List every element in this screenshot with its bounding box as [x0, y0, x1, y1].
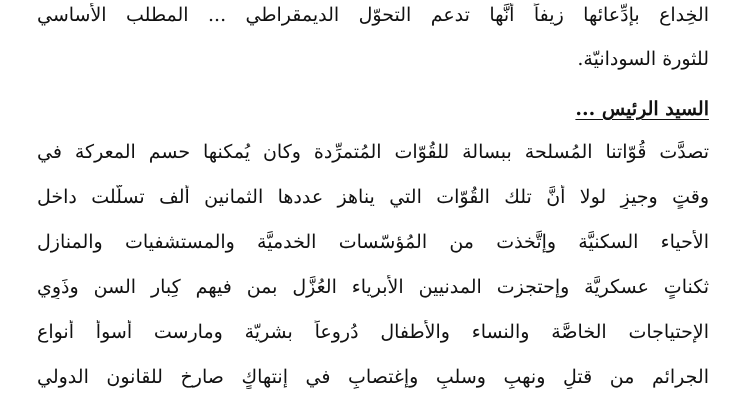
section-heading: السيد الرئيس ...: [575, 98, 709, 120]
paragraph-line-4: ثكناتٍ عسكريَّة وإحتجزت المدنيين الأبرياء العُزَّل بمن فيهم كِبار السن وذَوِي: [37, 276, 709, 298]
paragraph-line-6: الجرائم من قتلٍ ونهبٍ وسلبٍ وإغتصابٍ في إنتهاكٍ صارخٍ للقانون الدولي: [37, 366, 709, 388]
paragraph-line-5: الإحتياجات الخاصَّة والنساء والأطفال دُروعاً بشريّة ومارست أسوأ أنواع: [37, 321, 709, 343]
intro-line-1: الخِداع بإدِّعائها زيفاً أنَّها تدعم التحوّل الديمقراطي ... المطلب الأساسي: [37, 4, 709, 26]
intro-line-2: للثورة السودانيّة.: [577, 48, 709, 70]
paragraph-line-2: وقتٍ وجيزٍ لولا أنَّ تلك القُوّات التي يناهز عددها الثمانين ألف تسلَّلت داخل: [37, 186, 709, 208]
paragraph-line-1: تصدَّت قُوّاتنا المُسلحة ببسالة للقُوّات المُتمرِّدة وكان يُمكنها حسم المعركة في: [37, 141, 709, 163]
paragraph-line-3: الأحياء السكنيَّة وإتَّخذت من المُؤسّسات الخدميَّة والمستشفيات والمنازل: [37, 231, 709, 253]
